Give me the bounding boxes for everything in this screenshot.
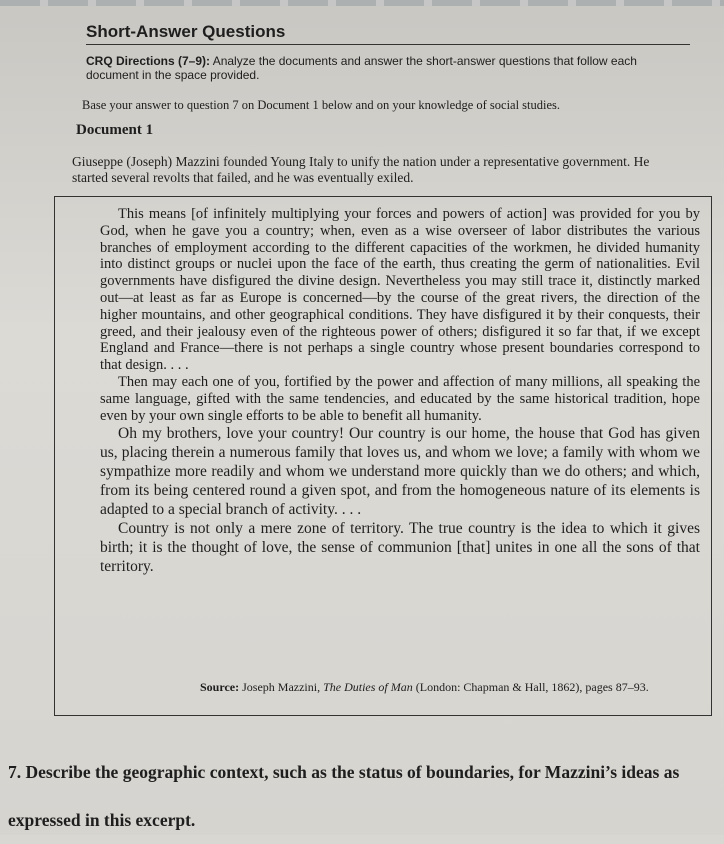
excerpt-paragraph-3: Oh my brothers, love your country! Our country is our home, the house that God has given us, placing therein a numerous family that loves us, and whom we love; a family with whom we sympathize more readily and whom we understand more quickly than we do others; and which, from its being centered round a given spot, and from the homogeneous nature of its elements is adapted to a special branch of activity. . . . — [100, 425, 700, 519]
document-intro: Giuseppe (Joseph) Mazzini founded Young Italy to unify the nation under a representative government. He started several revolts that failed, and he was eventually exiled. — [72, 154, 650, 185]
question-text: Describe the geographic context, such as the status of boundaries, for Mazzini’s ideas as expressed in this excerpt. — [8, 762, 680, 830]
title-divider — [86, 44, 690, 45]
document-label: Document 1 — [76, 122, 154, 138]
question-number: 7. — [8, 762, 22, 782]
excerpt-paragraph-2: Then may each one of you, fortified by the power and affection of many millions, all speaking the same language, gifted with the same tendencies, and educated by the same historical tradition, hope even by your own single efforts to be able to benefit all humanity. — [100, 373, 700, 424]
top-edge — [0, 0, 724, 6]
directions-text: Analyze the documents and answer the short-answer questions that follow each document in the space provided. — [86, 54, 637, 82]
question-7 — [8, 748, 708, 844]
excerpt-paragraph-4: Country is not only a mere zone of territory. The true country is the idea to which it gives birth; it is the thought of love, the sense of communion [that] unites in one all the sons of that territory. — [100, 520, 700, 576]
excerpt-paragraph-1: This means [of infinitely multiplying your forces and powers of action] was provided for you by God, when he gave you a country; when, even as a wise overseer of labor distributes the various branches of employment according to the different capacities of the workmen, he divided humanity into distinct groups or nuclei upon the face of the earth, thus creating the germ of nationalities. Evil governments have disfigured the divine design. Nevertheless you may still trace it, distinctly marked out—at least as far as Europe is concerned—by the course of the great rivers, the direction of the higher mountains, and other geographical conditions. They have disfigured it by their conquests, their greed, and their jealousy even of the righteous power of others; disfigured it so far that, if we except England and France—there is not perhaps a single country whose present boundaries correspond to that design. . . . — [100, 206, 700, 374]
source-author: Joseph Mazzini, — [242, 680, 321, 694]
source-label: Source: — [200, 680, 240, 694]
directions-label: CRQ Directions (7–9): — [86, 54, 211, 68]
base-instruction: Base your answer to question 7 on Document 1 below and on your knowledge of social studies. — [82, 98, 561, 112]
directions — [86, 54, 676, 82]
source-citation — [200, 680, 700, 695]
excerpt — [100, 206, 700, 576]
source-title: The Duties of Man — [323, 680, 413, 694]
source-details: (London: Chapman & Hall, 1862), pages 87–93. — [415, 680, 649, 694]
section-title: Short-Answer Questions — [86, 22, 286, 41]
